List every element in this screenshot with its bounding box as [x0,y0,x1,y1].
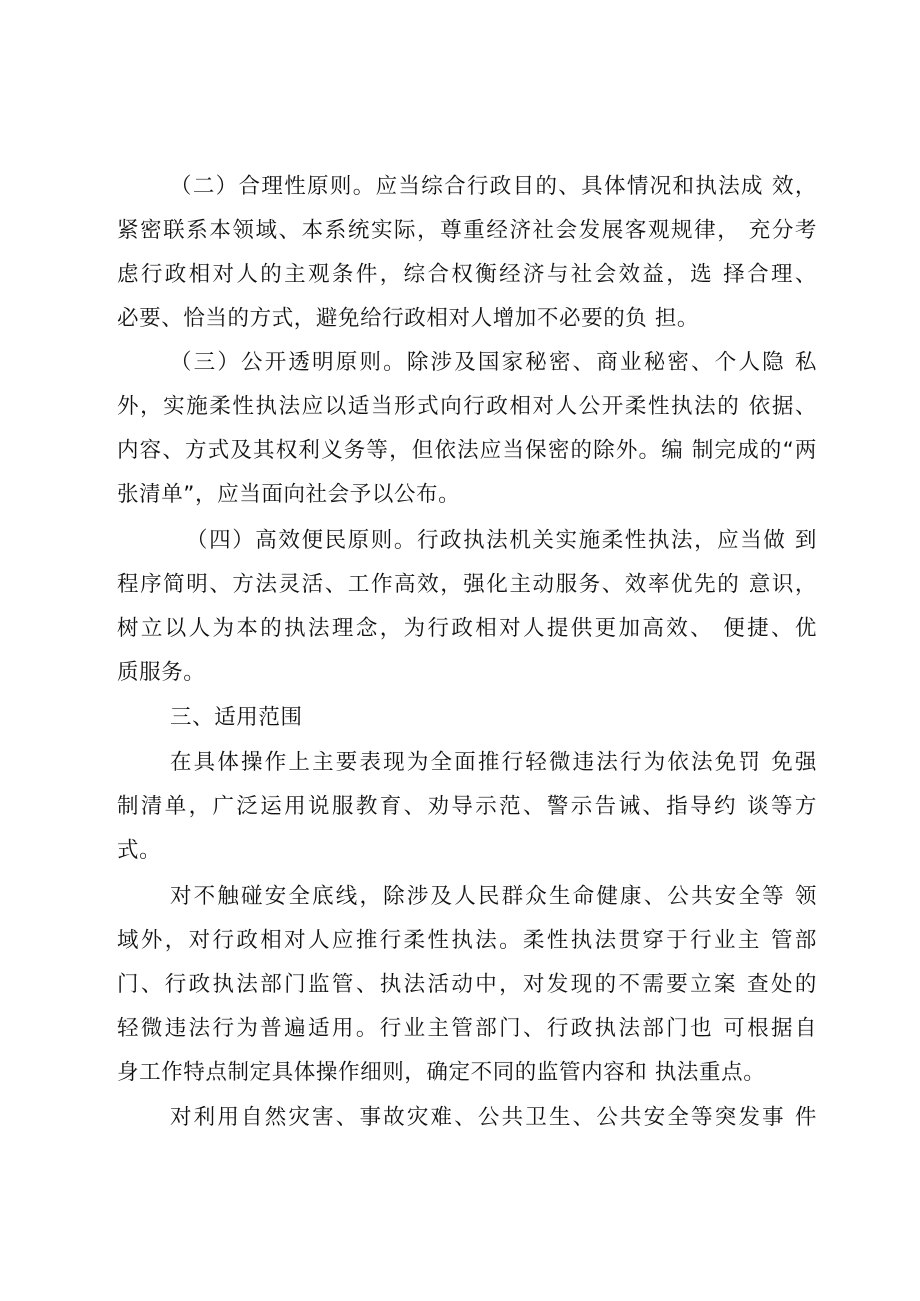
paragraph-6-line-5: 身工作特点制定具体操作细则，确定不同的监管内容和 执法重点。 [117,1060,766,1085]
paragraph-4-line-3: 树立以人为本的执法理念，为行政相对人提供更加高效、 便捷、优 [117,616,817,641]
paragraph-5-line-1: 在具体操作上主要表现为全面推行轻微违法行为依法免罚 免强 [170,750,817,775]
paragraph-5-line-2: 制清单，广泛运用说服教育、劝导示范、警示告诫、指导约 谈等方 [117,794,817,819]
paragraph-6-line-2: 域外，对行政相对人应推行柔性执法。柔性执法贯穿于行业主 管部 [117,928,817,953]
paragraph-4-line-2: 程序简明、方法灵活、工作高效，强化主动服务、效率优先的 意识， [117,572,817,597]
paragraph-6-line-4: 轻微违法行为普遍适用。行业主管部门、行政执法部门也 可根据自 [117,1016,817,1041]
paragraph-5-line-3: 式。 [117,838,162,863]
paragraph-2-line-2: 紧密联系本领域、本系统实际，尊重经济社会发展客观规律， 充分考 [117,218,817,243]
paragraph-6-line-1: 对不触碰安全底线，除涉及人民群众生命健康、公共安全等 领 [170,884,817,909]
paragraph-2-line-4: 必要、恰当的方式，避免给行政相对人增加不必要的负 担。 [117,306,700,331]
section-heading: 三、适用范围 [170,705,303,730]
paragraph-2-line-3: 虑行政相对人的主观条件，综合权衡经济与社会效益，选 择合理、 [117,262,817,287]
paragraph-2-line-1: （二）合理性原则。应当综合行政目的、具体情况和执法成 效， [170,174,817,199]
paragraph-4-line-1: （四）高效便民原则。行政执法机关实施柔性执法，应当做 到 [186,528,817,553]
paragraph-7-line-1: 对利用自然灾害、事故灾难、公共卫生、公共安全等突发事 件 [170,1105,817,1130]
paragraph-3-line-2: 外，实施柔性执法应以适当形式向行政相对人公开柔性执法的 依据、 [117,394,817,419]
paragraph-4-line-4: 质服务。 [117,660,206,685]
paragraph-6-line-3: 门、行政执法部门监管、执法活动中，对发现的不需要立案 查处的 [117,972,817,997]
paragraph-3-line-4: 张清单”，应当面向社会予以公布。 [117,482,461,507]
paragraph-3-line-3: 内容、方式及其权利义务等，但依法应当保密的除外。编 制完成的“两 [117,438,817,463]
paragraph-3-line-1: （三）公开透明原则。除涉及国家秘密、商业秘密、个人隐 私 [170,350,817,375]
